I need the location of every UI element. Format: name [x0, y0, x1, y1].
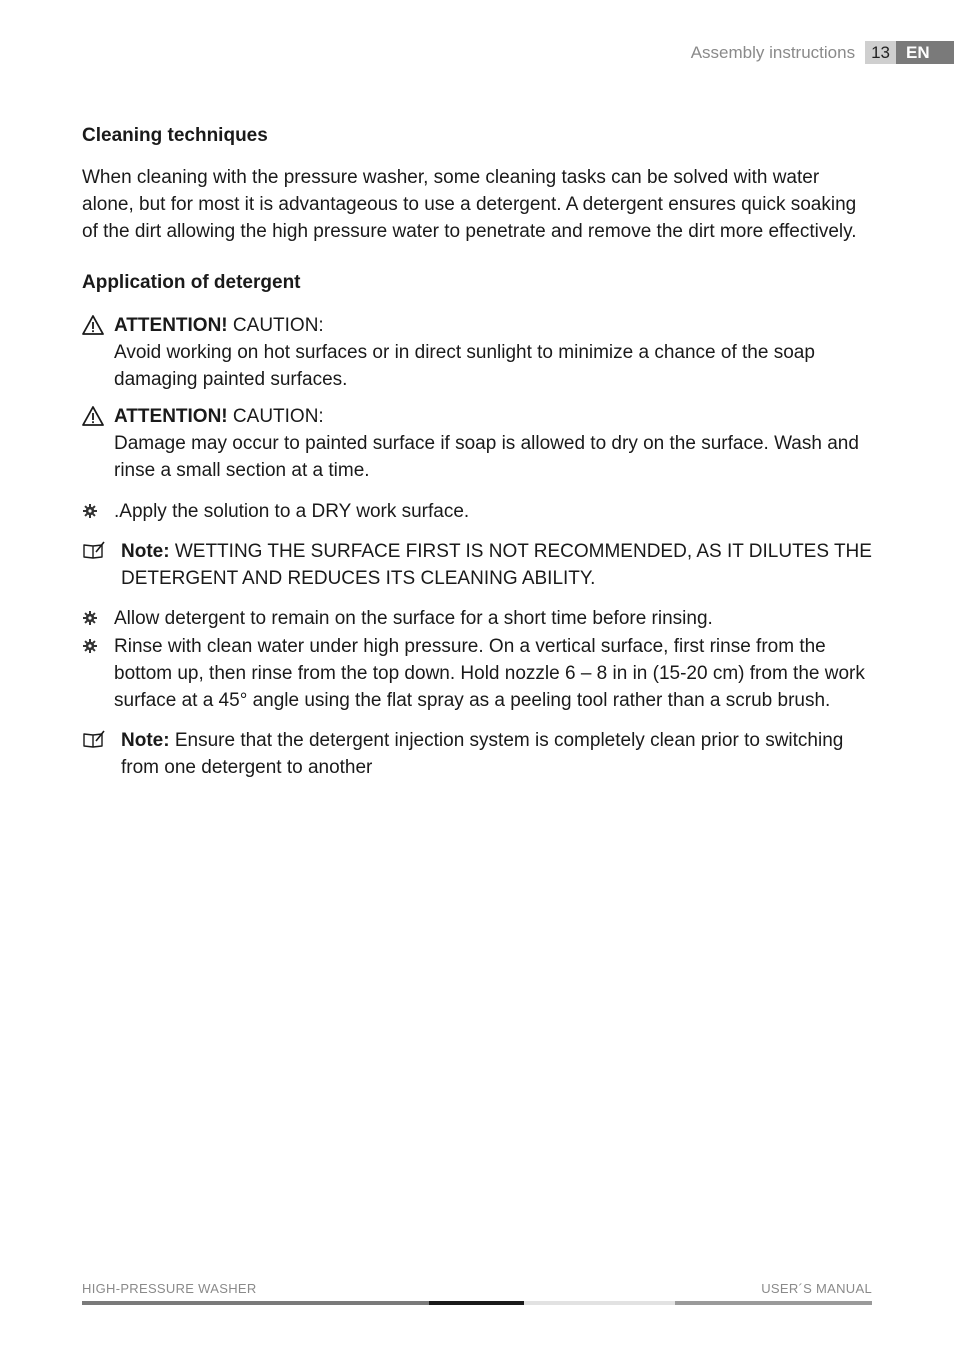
page-header — [691, 41, 954, 64]
application-detergent-heading: Application of detergent — [82, 272, 301, 293]
gear-bullet-icon — [82, 638, 98, 654]
footer-bar-segment — [82, 1301, 429, 1305]
warning-triangle-icon — [82, 314, 104, 336]
page-number: 13 — [865, 41, 896, 64]
note-item — [82, 538, 872, 592]
footer-bar-segment — [524, 1301, 675, 1305]
bullet-text: Allow detergent to remain on the surface for a short time before rinsing. — [114, 608, 713, 629]
list-item — [82, 633, 872, 714]
warning-item — [82, 312, 872, 393]
caution-label: CAUTION: — [227, 406, 324, 427]
list-item — [82, 605, 872, 632]
attention-label: ATTENTION! — [114, 315, 228, 336]
warning-text: Damage may occur to painted surface if soap is allowed to dry on the surface. Wash and rinse a small section at a time. — [114, 433, 859, 481]
bullet-text: .Apply the solution to a DRY work surface. — [114, 501, 470, 522]
attention-label: ATTENTION! — [114, 406, 228, 427]
warning-item — [82, 403, 872, 484]
footer-product: HIGH-PRESSURE WASHER — [82, 1281, 257, 1296]
note-book-icon — [82, 540, 106, 560]
warning-triangle-icon — [82, 405, 104, 427]
bullet-text: Rinse with clean water under high pressure. On a vertical surface, first rinse from the bottom up, then rinse from the top down. Hold nozzle 6 – 8 in in (15-20 cm) from the work surface at a 45° angle using the flat spray as a peeling tool rather than a scrub brush. — [114, 636, 865, 711]
cleaning-techniques-text: When cleaning with the pressure washer, some cleaning tasks can be solved with water alone, but for most it is advantageous to use a detergent. A detergent ensures quick soaking of the dirt allowing the high pressure water to penetrate and remove the dirt more effectively. — [82, 167, 857, 242]
note-item — [82, 727, 872, 781]
list-item — [82, 498, 872, 525]
footer-bar — [82, 1301, 872, 1305]
footer-manual: USER´S MANUAL — [761, 1281, 872, 1296]
note-text: Ensure that the detergent injection system is completely clean prior to switching from one detergent to another — [121, 730, 844, 778]
warning-text: Avoid working on hot surfaces or in direct sunlight to minimize a chance of the soap damaging painted surfaces. — [114, 342, 815, 390]
footer-bar-segment — [429, 1301, 524, 1305]
note-label: Note: — [121, 541, 170, 562]
footer-bar-segment — [675, 1301, 872, 1305]
language-badge: EN — [896, 41, 954, 64]
note-label: Note: — [121, 730, 170, 751]
section-title: Assembly instructions — [690, 42, 856, 62]
gear-bullet-icon — [82, 610, 98, 626]
caution-label: CAUTION: — [227, 315, 324, 336]
cleaning-techniques-heading: Cleaning techniques — [82, 125, 268, 146]
gear-bullet-icon — [82, 503, 98, 519]
note-text: WETTING THE SURFACE FIRST IS NOT RECOMMENDED, AS IT DILUTES THE DETERGENT AND REDUCES ITS CLEANING ABILITY. — [121, 541, 872, 589]
note-book-icon — [82, 729, 106, 749]
